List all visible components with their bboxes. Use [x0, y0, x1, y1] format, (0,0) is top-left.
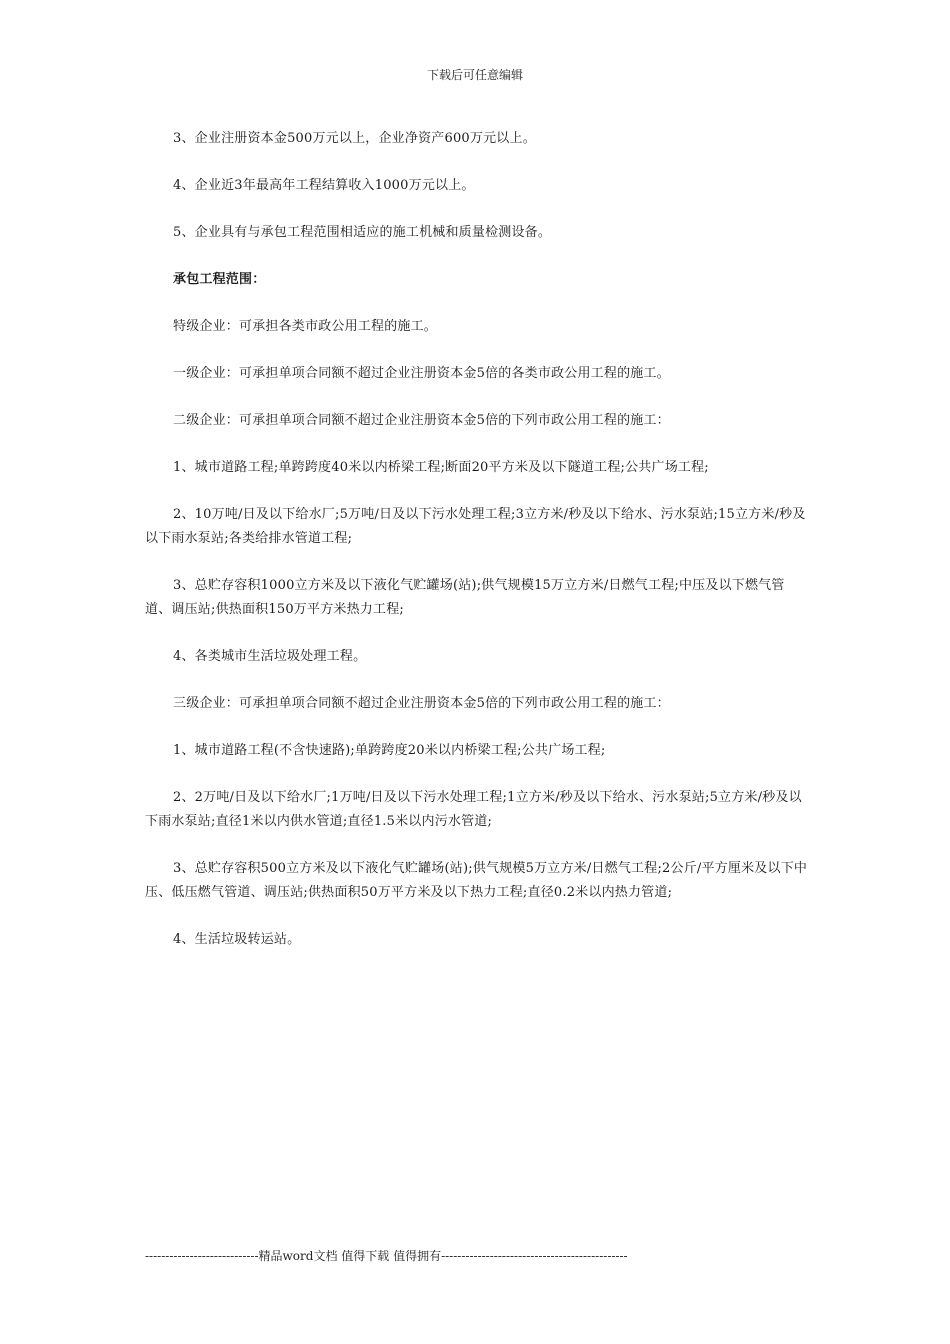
paragraph-third-grade-item-3: 3、总贮存容积500立方米及以下液化气贮罐场(站);供气规模5万立方米/日燃气工程;2公斤/平方厘米及以下中压、低压燃气管道、调压站;供热面积50万平方米及以下热力工程;直径0.2米以内热力管道;	[145, 861, 808, 900]
paragraph-third-grade-item-4: 4、生活垃圾转运站。	[173, 932, 301, 947]
paragraph-special-grade: 特级企业：可承担各类市政公用工程的施工。	[173, 319, 438, 334]
paragraph-second-grade-item-2: 2、10万吨/日及以下给水厂;5万吨/日及以下污水处理工程;3立方米/秒及以下给水、污水泵站;15立方米/秒及以下雨水泵站;各类给排水管道工程;	[145, 507, 806, 546]
paragraph-third-grade: 三级企业：可承担单项合同额不超过企业注册资本金5倍的下列市政公用工程的施工：	[173, 696, 670, 711]
paragraph-requirement-5: 5、企业具有与承包工程范围相适应的施工机械和质量检测设备。	[173, 225, 552, 240]
document-body	[145, 127, 808, 975]
paragraph-first-grade: 一级企业：可承担单项合同额不超过企业注册资本金5倍的各类市政公用工程的施工。	[173, 366, 670, 381]
page-header: 下载后可任意编辑	[426, 68, 523, 82]
paragraph-third-grade-item-2: 2、2万吨/日及以下给水厂;1万吨/日及以下污水处理工程;1立方米/秒及以下给水、污水泵站;5立方米/秒及以下雨水泵站;直径1米以内供水管道;直径1.5米以内污水管道;	[145, 790, 802, 829]
paragraph-second-grade-item-4: 4、各类城市生活垃圾处理工程。	[173, 649, 367, 664]
paragraph-requirement-3: 3、企业注册资本金500万元以上，企业净资产600万元以上。	[173, 131, 536, 146]
page-footer: ----------------------------精品word文档 值得下载 值得拥有----------------------------------------------	[145, 1249, 628, 1263]
paragraph-second-grade-item-1: 1、城市道路工程;单跨跨度40米以内桥梁工程;断面20平方米及以下隧道工程;公共广场工程;	[173, 460, 709, 475]
section-heading-scope: 承包工程范围：	[173, 272, 266, 287]
paragraph-requirement-4: 4、企业近3年最高年工程结算收入1000万元以上。	[173, 178, 475, 193]
paragraph-second-grade: 二级企业：可承担单项合同额不超过企业注册资本金5倍的下列市政公用工程的施工：	[173, 413, 670, 428]
paragraph-second-grade-item-3: 3、总贮存容积1000立方米及以下液化气贮罐场(站);供气规模15万立方米/日燃气工程;中压及以下燃气管道、调压站;供热面积150万平方米热力工程;	[145, 578, 785, 617]
paragraph-third-grade-item-1: 1、城市道路工程(不含快速路);单跨跨度20米以内桥梁工程;公共广场工程;	[173, 743, 606, 758]
